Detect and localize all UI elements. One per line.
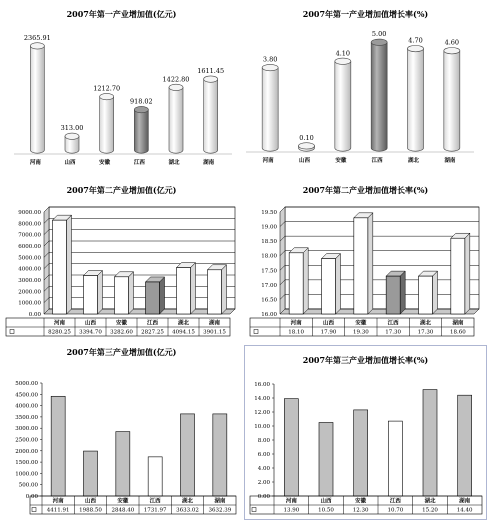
bar — [423, 390, 437, 496]
data-table-value: 18.10 — [288, 329, 305, 336]
y-tick-label: 19.50 — [261, 210, 277, 216]
category-label: 江西 — [389, 498, 401, 505]
chart-title: 2007年第三产业增加值(亿元) — [66, 347, 177, 357]
data-label: 1212.70 — [93, 84, 121, 93]
data-label: 0.10 — [299, 133, 314, 142]
bar-side — [222, 265, 227, 314]
category-label: 湖南 — [208, 320, 221, 327]
bar — [354, 410, 368, 496]
category-label: 江西 — [371, 158, 383, 164]
category-label: 安徽 — [99, 160, 111, 166]
chart-panel-secondary-value — [0, 178, 243, 336]
bar — [208, 270, 222, 314]
y-tick-label: 6.00 — [257, 452, 270, 458]
category-label: 安徽 — [335, 158, 347, 164]
category-label: 江西 — [133, 160, 145, 166]
chart-svg — [244, 178, 487, 336]
data-label: 918.02 — [129, 97, 153, 106]
data-table-value: 3633.02 — [176, 507, 199, 514]
y-tick-label: 17.00 — [261, 282, 277, 289]
y-tick-label: 4.00 — [257, 466, 270, 472]
y-tick-label: 4000.00 — [15, 403, 38, 410]
data-table-value: 3282.60 — [110, 329, 133, 336]
data-table-value: 2848.40 — [111, 507, 135, 514]
category-label: 山西 — [322, 320, 335, 327]
category-label: 安徽 — [355, 498, 367, 505]
data-table-value: 18.60 — [449, 329, 466, 336]
bar — [458, 395, 472, 496]
y-tick-label: 1000.00 — [15, 471, 38, 478]
y-tick-label: 500.00 — [18, 482, 38, 489]
y-tick-label: 5000.00 — [15, 381, 38, 387]
legend-key-icon — [252, 508, 256, 512]
y-tick-label: 16.50 — [261, 297, 277, 304]
legend-key-icon — [10, 330, 14, 334]
bar — [322, 259, 336, 314]
cylinder-body — [371, 42, 387, 151]
chart-svg — [0, 345, 243, 520]
category-label: 山西 — [298, 158, 311, 164]
y-tick-label: 2000.00 — [18, 289, 41, 296]
cylinder-body — [408, 49, 424, 152]
cylinder-body — [100, 97, 114, 154]
plot-side-wall — [44, 207, 49, 314]
bar — [115, 277, 129, 314]
chart-svg — [0, 0, 243, 178]
bar — [51, 396, 65, 496]
data-table-value: 1988.50 — [79, 507, 102, 514]
y-tick-label: 1500.00 — [15, 460, 38, 467]
data-label: 1422.80 — [162, 75, 190, 84]
y-tick-label: 0.00 — [25, 494, 38, 500]
y-tick-label: 18.00 — [261, 253, 277, 260]
bar-side — [191, 263, 196, 314]
y-tick-label: 10.00 — [254, 424, 270, 430]
category-label: 山西 — [84, 498, 97, 505]
bar-side — [67, 215, 72, 314]
category-label: 河南 — [290, 320, 302, 327]
data-label: 3.80 — [262, 55, 278, 64]
bar — [181, 414, 195, 496]
bar-side — [465, 233, 470, 314]
category-label: 湖北 — [168, 160, 180, 166]
category-label: 山西 — [84, 320, 97, 327]
chart-title: 2007年第一产业增加值增长率(%) — [302, 9, 429, 19]
bar — [84, 451, 98, 496]
y-tick-label: 14.00 — [254, 396, 270, 402]
data-table-value: 8280.25 — [48, 329, 71, 336]
category-label: 河南 — [285, 498, 297, 505]
cylinder-top — [169, 84, 183, 90]
bar — [289, 253, 303, 314]
bar — [177, 268, 191, 314]
bar — [84, 276, 98, 314]
y-tick-label: 12.00 — [254, 410, 270, 416]
y-tick-label: 4500.00 — [15, 392, 38, 399]
category-label: 山西 — [64, 160, 76, 166]
chart-svg — [244, 0, 487, 178]
cylinder-top — [100, 93, 114, 99]
data-table-value: 10.70 — [387, 507, 404, 514]
data-label: 4.70 — [408, 36, 423, 45]
category-label: 山西 — [320, 498, 332, 505]
plot-floor — [280, 309, 479, 314]
y-tick-label: 8.00 — [257, 438, 270, 444]
cylinder-body — [262, 68, 278, 152]
y-tick-label: 2000.00 — [15, 448, 38, 455]
plot-back-wall — [49, 207, 235, 309]
data-table-value: 14.40 — [456, 507, 473, 514]
y-tick-label: 0.00 — [28, 312, 41, 318]
data-table-value: 3632.39 — [208, 507, 232, 514]
bar-side — [336, 254, 341, 314]
bar-side — [368, 213, 373, 314]
chart-title: 2007年第二产业增加值(亿元) — [66, 185, 177, 195]
bar — [146, 282, 160, 314]
plot-floor — [44, 309, 235, 314]
y-tick-label: 16.00 — [254, 382, 270, 388]
y-tick-label: 16.00 — [261, 312, 277, 318]
category-label: 湖南 — [459, 498, 471, 505]
cylinder-top — [262, 64, 278, 70]
y-tick-label: 17.50 — [261, 268, 277, 275]
bar — [419, 276, 433, 314]
y-tick-label: 8000.00 — [18, 221, 41, 228]
chart-panel-secondary-growth — [244, 178, 487, 336]
category-label: 湖南 — [452, 320, 464, 327]
data-table-value: 1731.97 — [143, 507, 167, 514]
y-tick-label: 19.00 — [261, 224, 277, 231]
data-label: 5.00 — [371, 30, 387, 39]
bar-side — [160, 277, 165, 314]
cylinder-top — [30, 43, 44, 49]
cylinder-body — [204, 79, 218, 153]
y-tick-label: 1000.00 — [18, 300, 41, 307]
y-tick-label: 6000.00 — [18, 244, 41, 250]
category-label: 安徽 — [117, 498, 129, 505]
legend-key-icon — [254, 330, 258, 334]
cylinder-top — [65, 133, 79, 139]
cylinder-top — [204, 76, 218, 82]
chart-title: 2007年第三产业增加值增长率(%) — [302, 355, 429, 365]
chart-svg — [0, 178, 243, 336]
y-tick-label: 5000.00 — [18, 255, 41, 262]
cylinder-top — [408, 45, 424, 51]
y-tick-label: 4000.00 — [18, 266, 41, 273]
cylinder-body — [134, 110, 148, 154]
cylinder-top — [134, 106, 148, 112]
category-label: 江西 — [149, 498, 161, 505]
y-tick-label: 18.50 — [261, 239, 277, 246]
y-tick-label: 2.00 — [257, 480, 270, 486]
bar — [451, 238, 465, 314]
category-label: 河南 — [29, 160, 41, 166]
bar-side — [400, 271, 405, 314]
category-label: 河南 — [53, 320, 66, 327]
cylinder-top — [444, 47, 460, 53]
data-table-value: 13.90 — [283, 507, 300, 514]
data-table-value: 17.30 — [417, 329, 434, 336]
cylinder-body — [444, 51, 460, 152]
category-label: 江西 — [387, 320, 399, 327]
data-table-value: 19.30 — [352, 329, 369, 336]
category-label: 湖北 — [424, 498, 436, 505]
chart-panel-primary-value — [0, 0, 243, 178]
data-table-value: 4411.91 — [46, 507, 70, 514]
data-label: 313.00 — [60, 124, 84, 133]
chart-title: 2007年第二产业增加值增长率(%) — [302, 185, 429, 195]
y-tick-label: 0.00 — [257, 494, 270, 500]
bar-side — [303, 248, 308, 314]
data-label: 2365.91 — [23, 33, 51, 42]
chart-panel-tertiary-growth — [244, 345, 487, 520]
cylinder-top — [371, 39, 387, 45]
data-label: 4.60 — [444, 38, 460, 47]
category-label: 河南 — [52, 498, 64, 505]
bar — [213, 414, 227, 496]
data-label: 1611.45 — [197, 67, 225, 76]
category-label: 湖北 — [181, 498, 194, 505]
bar-side — [433, 271, 438, 314]
cylinder-top — [299, 143, 315, 149]
bar — [116, 432, 130, 496]
bar — [148, 457, 162, 496]
bar — [284, 399, 298, 496]
bar-side — [129, 272, 134, 314]
category-label: 江西 — [146, 320, 159, 327]
legend-key-icon — [32, 508, 36, 512]
bar — [53, 220, 67, 314]
chart-panel-primary-growth — [244, 0, 487, 178]
data-table-value: 15.20 — [422, 507, 438, 514]
category-label: 湖北 — [177, 320, 190, 327]
category-label: 河南 — [262, 158, 274, 164]
y-tick-label: 7000.00 — [18, 232, 41, 239]
chart-panel-tertiary-value — [0, 345, 243, 520]
plot-back-wall — [285, 207, 479, 309]
data-table-value: 3901.15 — [203, 329, 226, 336]
y-tick-label: 9000.00 — [18, 210, 41, 216]
data-table-value: 4094.15 — [172, 329, 195, 336]
category-label: 湖南 — [444, 158, 456, 164]
chart-title: 2007年第一产业增加值(亿元) — [66, 9, 177, 19]
y-tick-label: 2500.00 — [15, 437, 38, 444]
category-label: 安徽 — [115, 320, 128, 327]
bar-side — [98, 271, 103, 314]
cylinder-top — [335, 58, 351, 64]
category-label: 安徽 — [355, 320, 367, 327]
category-label: 湖北 — [419, 320, 432, 327]
cylinder-body — [30, 46, 44, 153]
data-table-value: 12.30 — [352, 507, 369, 514]
cylinder-body — [335, 61, 351, 151]
chart-svg — [244, 345, 487, 520]
plot-side-wall — [280, 207, 285, 314]
bar — [386, 276, 400, 314]
y-tick-label: 3000.00 — [18, 278, 41, 284]
bar — [354, 218, 368, 314]
bar — [388, 421, 402, 496]
category-label: 湖南 — [203, 160, 215, 166]
data-table-value: 2827.25 — [141, 329, 164, 336]
data-table-value: 17.90 — [320, 329, 337, 336]
data-table-value: 3394.70 — [79, 329, 102, 336]
data-table-value: 17.30 — [385, 329, 402, 336]
y-tick-label: 3000.00 — [15, 426, 38, 433]
y-tick-label: 3500.00 — [15, 414, 38, 421]
category-label: 湖南 — [214, 498, 226, 505]
data-table-value: 10.50 — [318, 507, 334, 514]
cylinder-body — [169, 87, 183, 153]
bar — [319, 423, 333, 497]
data-label: 4.10 — [335, 49, 351, 58]
category-label: 湖北 — [407, 158, 420, 164]
